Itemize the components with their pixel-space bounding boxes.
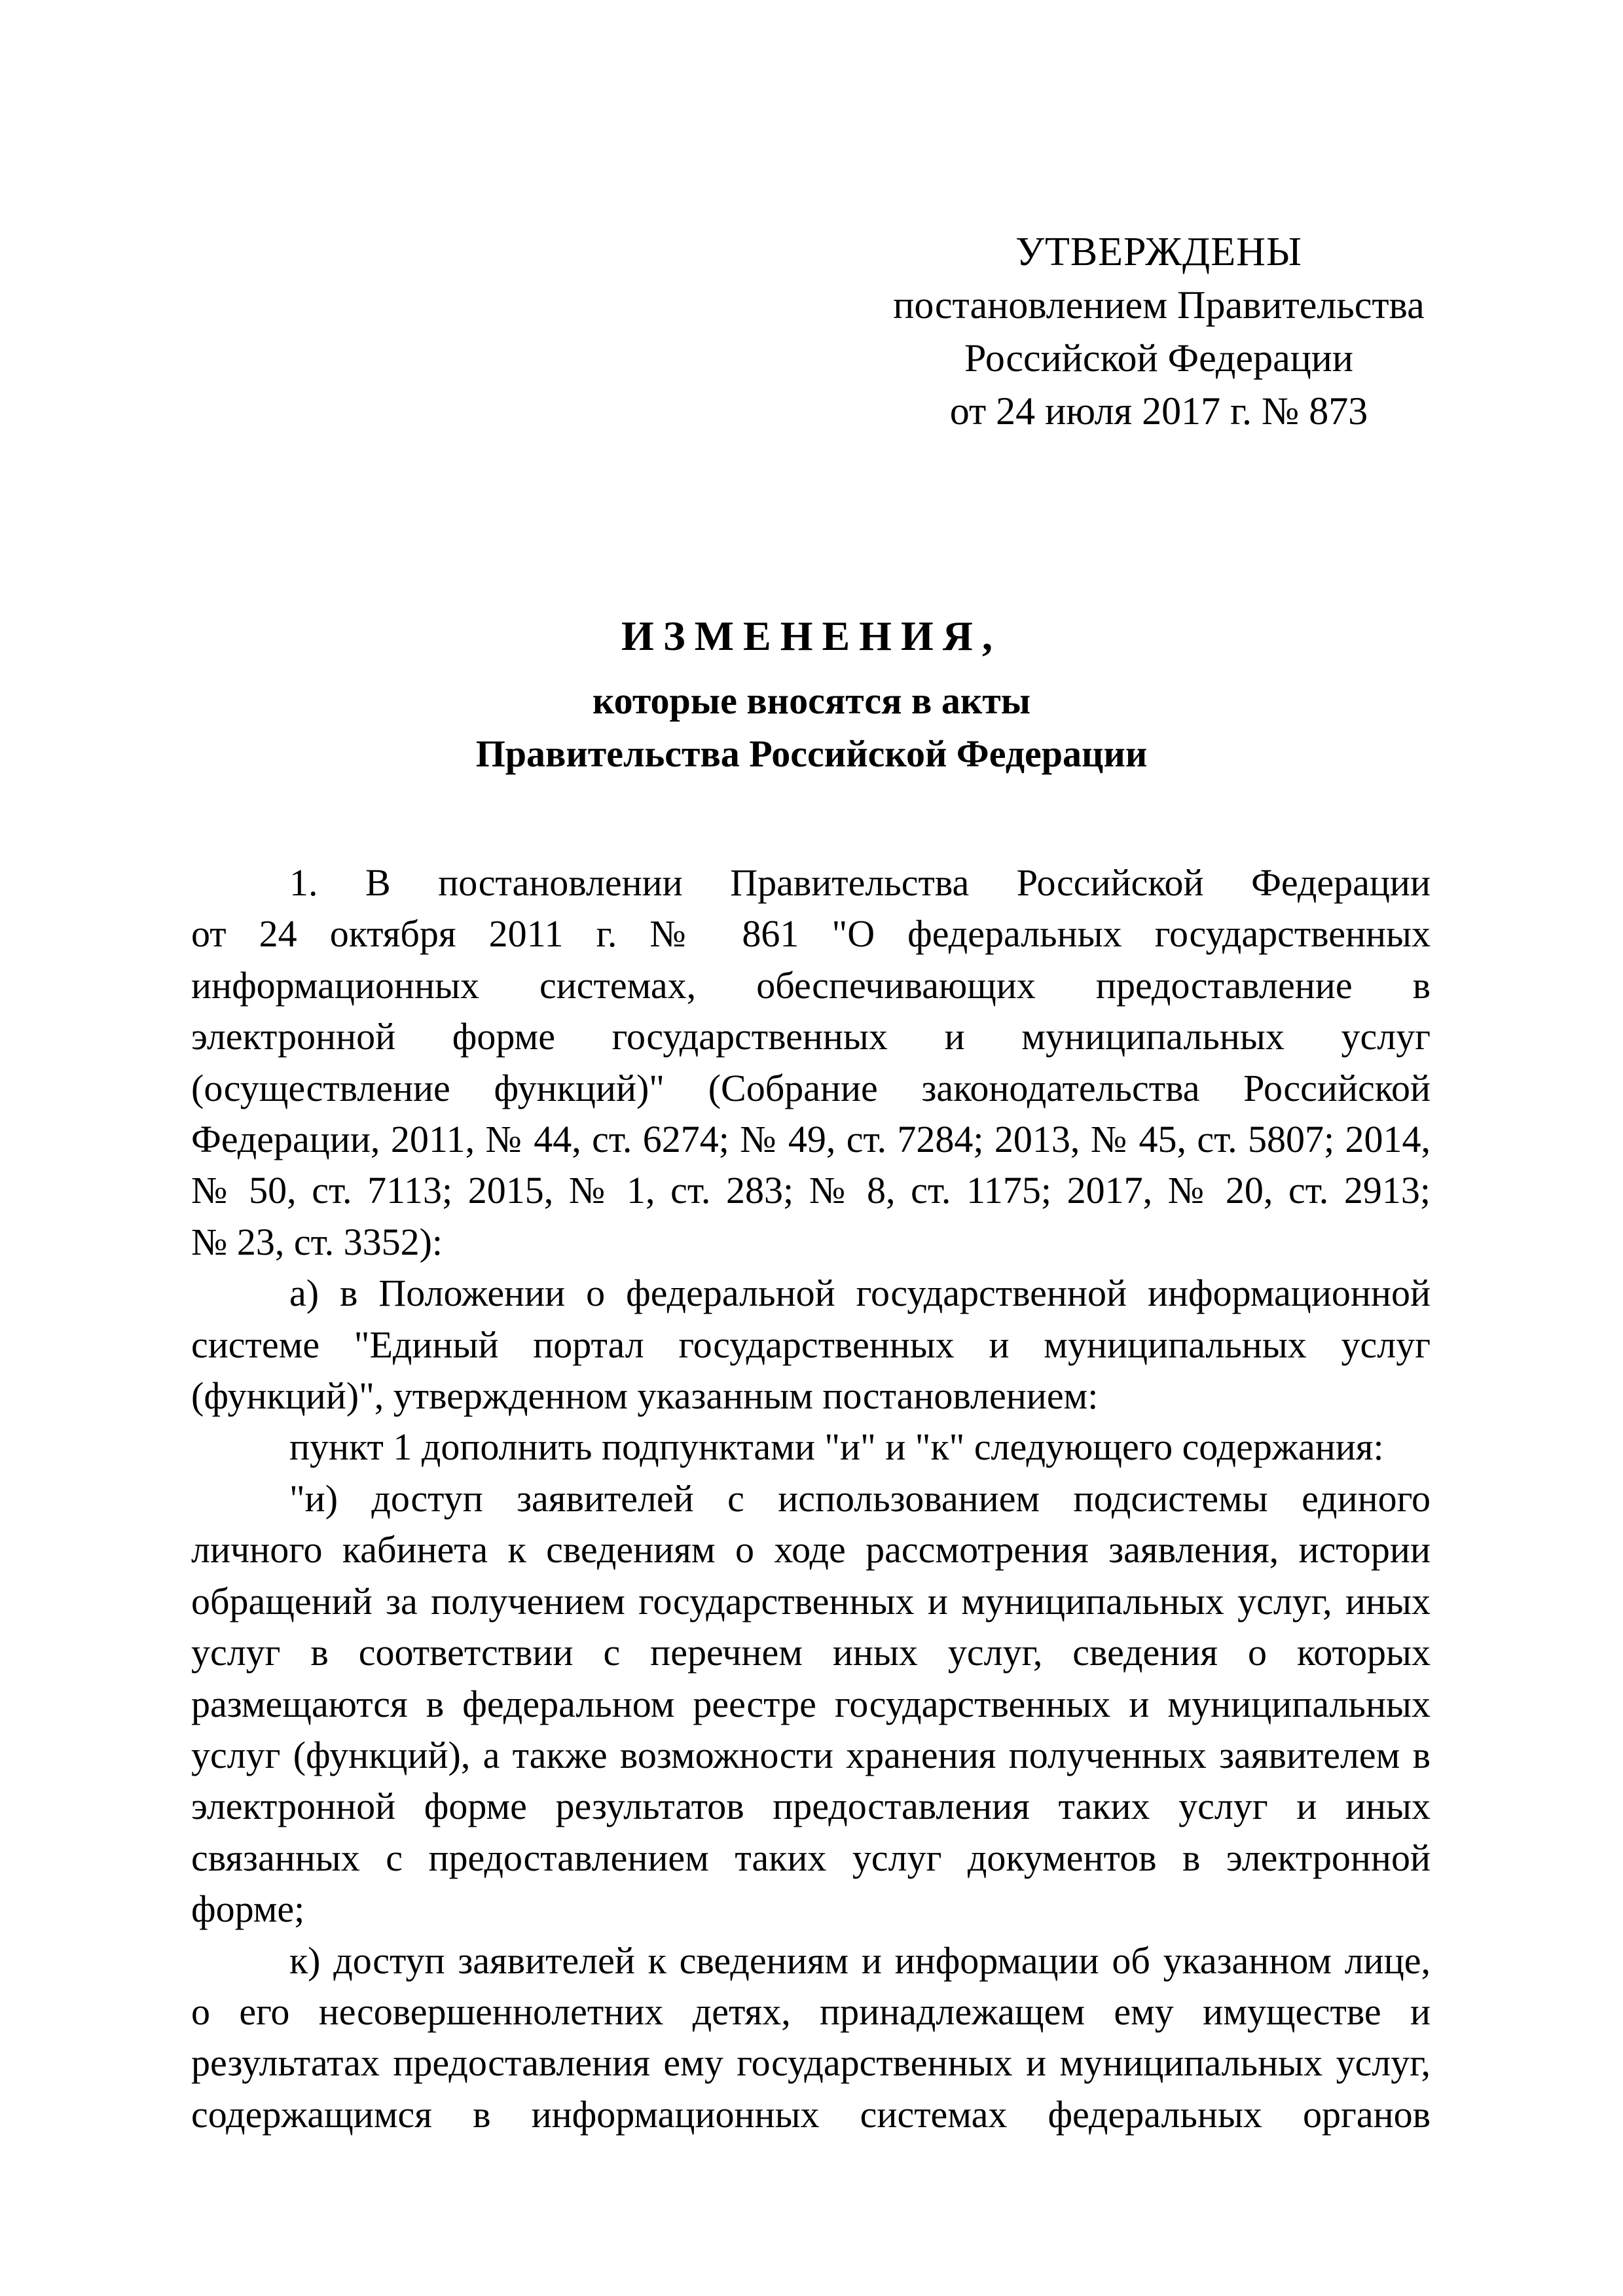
paragraph-line: информационных системах, обеспечивающих предоставление в [191,963,1431,1007]
approval-line: Российской Федерации [964,336,1354,380]
paragraph-line: личного кабинета к сведениям о ходе рассмотрения заявления, истории [191,1528,1431,1571]
paragraph-line: а) в Положении о федеральной государственной информационной [289,1272,1431,1315]
document-title: ИЗМЕНЕНИЯ, [621,613,1002,659]
paragraph-line: о его несовершеннолетних детях, принадлежащем ему имуществе и [191,1990,1431,2033]
paragraph-line: от 24 октября 2011 г. № 861 "О федеральных государственных [191,912,1431,956]
paragraph-line: (функций)", утвержденном указанным постановлением: [191,1374,1099,1418]
approval-block [877,226,1440,438]
paragraph-line: к) доступ заявителей к сведениям и информации об указанном лице, [289,1939,1431,1982]
document-body [191,857,1431,2140]
document-subtitle [0,674,1623,780]
paragraph-line: электронной форме государственных и муниципальных услуг [191,1015,1431,1058]
paragraph-line: связанных с предоставлением таких услуг документов в электронной [191,1836,1431,1879]
paragraph-line: (осуществление функций)" (Собрание законодательства Российской [191,1066,1431,1109]
paragraph-line: размещаются в федеральном реестре государственных и муниципальных [191,1682,1431,1725]
paragraph-line: услуг в соответствии с перечнем иных услуг, сведения о которых [191,1631,1431,1674]
approval-line: постановлением Правительства [893,283,1425,327]
paragraph-line: содержащимся в информационных системах федеральных органов [191,2092,1431,2136]
approval-line: от 24 июля 2017 г. № 873 [949,389,1368,433]
paragraph-line: Федерации, 2011, № 44, ст. 6274; № 49, ст. 7284; 2013, № 45, ст. 5807; 2014, [191,1118,1431,1161]
approval-title: УТВЕРЖДЕНЫ [1015,230,1302,274]
paragraph-line: 1. В постановлении Правительства Российской Федерации [289,861,1431,904]
paragraph-line: пункт 1 дополнить подпунктами "и" и "к" следующего содержания: [289,1426,1384,1469]
paragraph-line: электронной форме результатов предоставления таких услуг и иных [191,1785,1431,1828]
paragraph-line: "и) доступ заявителей с использованием подсистемы единого [289,1477,1431,1520]
paragraph-line: № 23, ст. 3352): [191,1220,443,1263]
subtitle-line: Правительства Российской Федерации [475,732,1148,775]
paragraph-line: системе "Единый портал государственных и муниципальных услуг [191,1323,1431,1366]
paragraph-line: услуг (функций), а также возможности хранения полученных заявителем в [191,1733,1431,1776]
paragraph-line: обращений за получением государственных и муниципальных услуг, иных [191,1579,1431,1623]
paragraph-line: результатах предоставления ему государственных и муниципальных услуг, [191,2041,1431,2085]
subtitle-line: которые вносятся в акты [592,679,1031,722]
paragraph-line: форме; [191,1888,305,1931]
paragraph-line: № 50, ст. 7113; 2015, № 1, ст. 283; № 8, ст. 1175; 2017, № 20, ст. 2913; [191,1169,1431,1212]
